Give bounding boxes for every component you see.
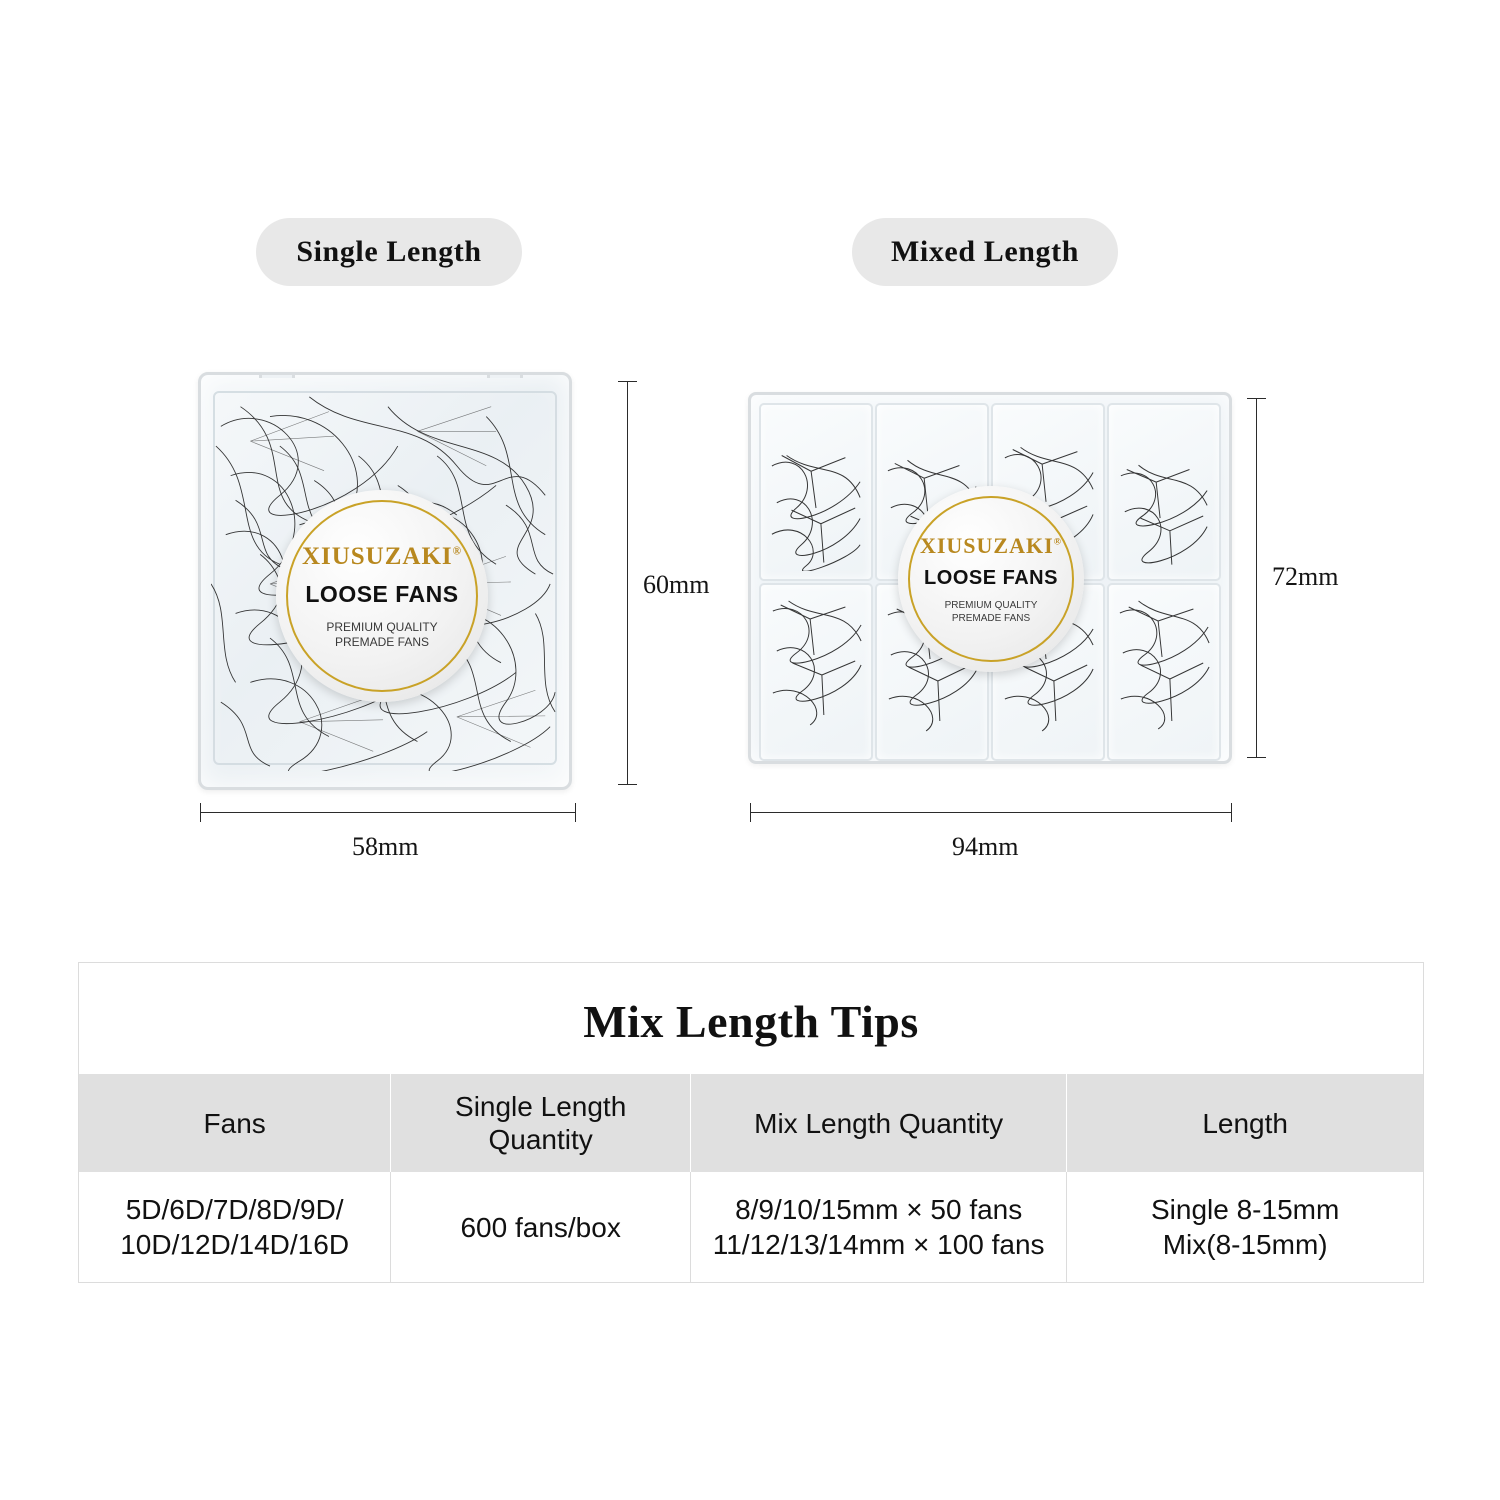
column-header-length: Length (1067, 1074, 1423, 1172)
cell-length-line1: Single 8-15mm (1151, 1194, 1340, 1226)
brand-name (302, 543, 462, 571)
mix-length-tips-table (79, 1074, 1423, 1282)
cell-length-line2: Mix(8-15mm) (1162, 1229, 1328, 1261)
cell-fans-line2: 10D/12D/14D/16D (120, 1229, 350, 1261)
product-name: LOOSE FANS (305, 580, 459, 607)
cell-fans (79, 1172, 391, 1282)
mixed-height-dimension-label: 72mm (1272, 562, 1339, 591)
mixed-width-dimension-label: 94mm (952, 832, 1019, 861)
brand-name-text: XIUSUZAKI (919, 533, 1054, 558)
sticker-subtitle (326, 620, 437, 650)
sticker-subtitle-line2: PREMADE FANS (334, 634, 429, 649)
brand-name (920, 533, 1062, 559)
compartment-5 (759, 583, 873, 761)
product-name: LOOSE FANS (924, 567, 1058, 589)
mix-length-tips-panel (78, 962, 1424, 1283)
lash-fans-mass (767, 595, 865, 729)
single-length-label-text: Single Length (296, 235, 482, 268)
single-height-dimension-line (627, 381, 628, 785)
cell-mix-quantity-line2: 11/12/13/14mm × 100 fans (712, 1229, 1045, 1261)
lash-fans-mass (767, 445, 865, 571)
compartment-4 (1107, 403, 1221, 581)
cell-length (1067, 1172, 1423, 1282)
sticker-subtitle-line2: PREMADE FANS (951, 612, 1031, 624)
column-header-single-quantity-line2: Quantity (488, 1124, 593, 1156)
sticker-subtitle-line1: PREMIUM QUALITY (944, 600, 1038, 611)
single-length-label (256, 218, 522, 286)
brand-sticker-mixed (898, 486, 1084, 672)
case-clip-right (487, 372, 523, 378)
brand-name-text: XIUSUZAKI (301, 542, 453, 570)
cell-mix-quantity-line1: 8/9/10/15mm × 50 fans (735, 1194, 1023, 1226)
table-title: Mix Length Tips (583, 996, 919, 1047)
column-header-single-quantity-line1: Single Length (455, 1091, 627, 1122)
lash-fans-mass (1115, 595, 1213, 733)
column-header-mix-quantity: Mix Length Quantity (691, 1074, 1067, 1172)
registered-mark: ® (452, 545, 463, 558)
mixed-height-dimension-line (1256, 398, 1257, 758)
case-clip-left (259, 372, 295, 378)
table-header-row (79, 1074, 1423, 1172)
table-row (79, 1172, 1423, 1282)
lash-fans-mass (1115, 461, 1213, 571)
mixed-length-label (852, 218, 1118, 286)
mixed-length-label-text: Mixed Length (890, 235, 1080, 268)
brand-sticker-single (276, 490, 488, 702)
compartment-8 (1107, 583, 1221, 761)
column-header-single-quantity (391, 1074, 691, 1172)
registered-mark: ® (1053, 536, 1063, 548)
compartment-1 (759, 403, 873, 581)
single-width-dimension-line (200, 812, 576, 813)
cell-mix-quantity (691, 1172, 1067, 1282)
column-header-fans: Fans (79, 1074, 391, 1172)
cell-fans-line1: 5D/6D/7D/8D/9D/ (125, 1194, 344, 1226)
mixed-width-dimension-line (750, 812, 1232, 813)
cell-single-quantity: 600 fans/box (391, 1172, 691, 1282)
single-height-dimension-label: 60mm (643, 570, 710, 599)
sticker-subtitle (945, 600, 1038, 625)
single-width-dimension-label: 58mm (352, 832, 419, 861)
sticker-subtitle-line1: PREMIUM QUALITY (326, 619, 438, 634)
